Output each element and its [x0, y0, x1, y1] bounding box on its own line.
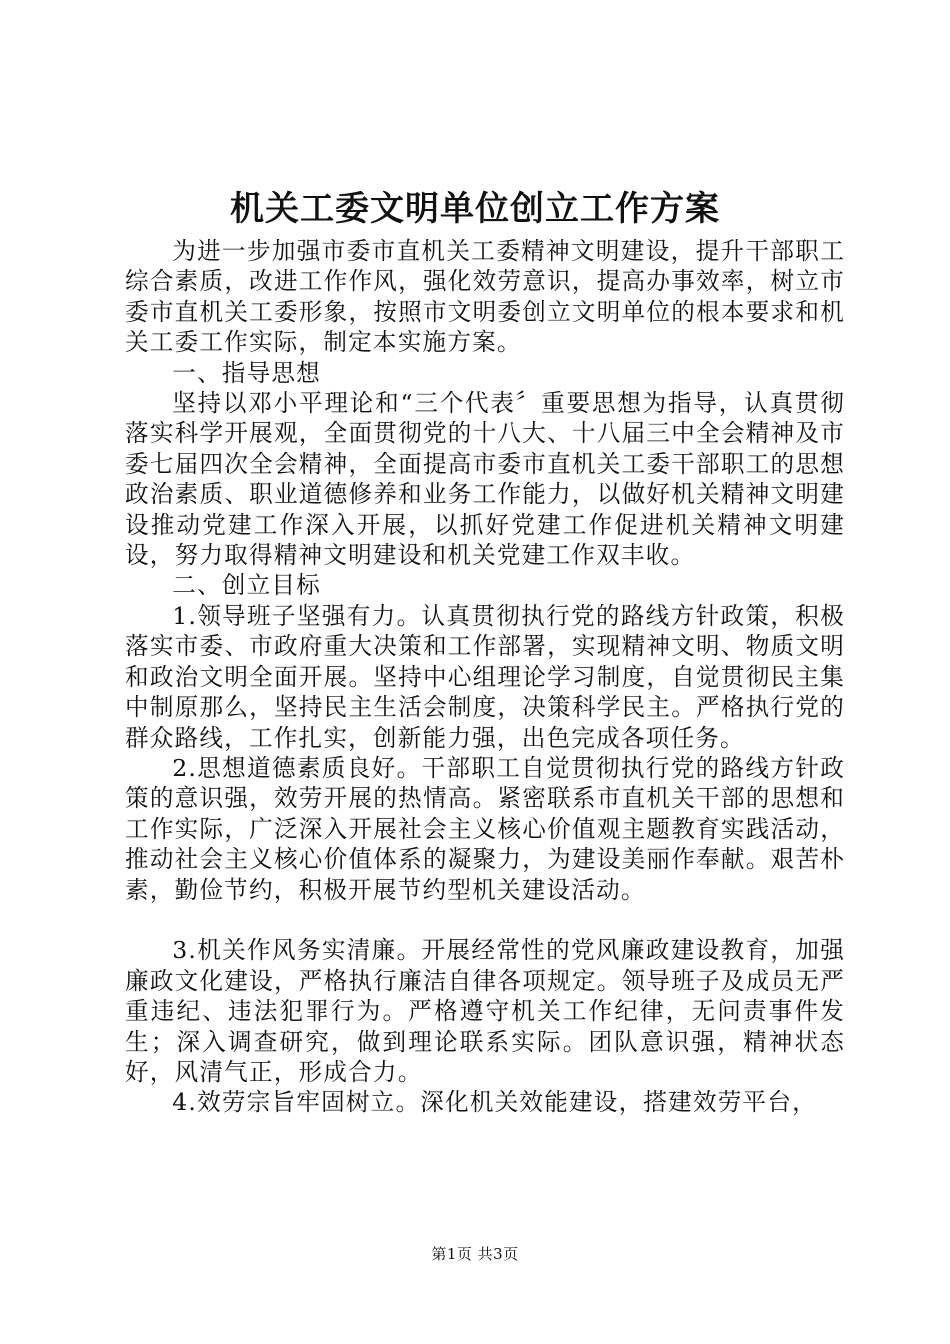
page-number-footer: 第1页 共3页	[431, 1245, 519, 1263]
goal-item-3: 3.机关作风务实清廉。开展经常性的党风廉政建设教育，加强廉政文化建设，严格执行廉洁自律各项规定。领导班子及成员无严重违纪、违法犯罪行为。严格遵守机关工作纪律，无问责事件发生；深入调查研究，做到理论联系实际。团队意识强，精神状态好，风清气正，形成合力。	[125, 936, 845, 1086]
document-body	[125, 236, 845, 1118]
intro-paragraph: 为进一步加强市委市直机关工委精神文明建设，提升干部职工综合素质，改进工作作风，强化效劳意识，提高办事效率，树立市委市直机关工委形象，按照市文明委创立文明单位的根本要求和机关工委工作实际，制定本实施方案。	[125, 237, 845, 357]
document-title: 机关工委文明单位创立工作方案	[230, 189, 720, 229]
goal-item-1: 1.领导班子坚强有力。认真贯彻执行党的路线方针政策，积极落实市委、市政府重大决策和工作部署，实现精神文明、物质文明和政治文明全面开展。坚持中心组理论学习制度，自觉贯彻民主集中制原那么，坚持民主生活会制度，决策科学民主。严格执行党的群众路线，工作扎实，创新能力强，出色完成各项任务。	[125, 601, 845, 752]
section-heading-goals: 二、创立目标	[172, 571, 321, 600]
guiding-ideology-paragraph: 坚持以邓小平理论和“三个代表〞重要思想为指导，认真贯彻落实科学开展观，全面贯彻党的十八大、十八届三中全会精神及市委七届四次全会精神，全面提高市委市直机关工委干部职工的思想政治素质、职业道德修养和业务工作能力，以做好机关精神文明建设推动党建工作深入开展，以抓好党建工作促进机关精神文明建设，努力取得精神文明建设和机关党建工作双丰收。	[125, 389, 845, 570]
goal-item-2: 2.思想道德素质良好。干部职工自觉贯彻执行党的路线方针政策的意识强，效劳开展的热情高。紧密联系市直机关干部的思想和工作实际，广泛深入开展社会主义核心价值观主题教育实践活动，推动社会主义核心价值体系的凝聚力，为建设美丽作奉献。艰苦朴素，勤俭节约，积极开展节约型机关建设活动。	[125, 753, 845, 904]
goal-item-4: 4.效劳宗旨牢固树立。深化机关效能建设，搭建效劳平台，	[172, 1088, 817, 1117]
section-heading-guiding-ideology: 一、指导思想	[172, 358, 321, 387]
